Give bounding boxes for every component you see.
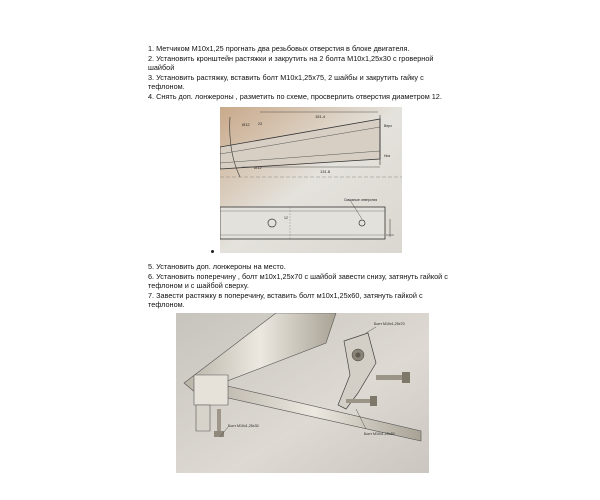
instruction-step-3: 3. Установить растяжку, вставить болт М10х1,25х75, 2 шайбы и закрутить гайку с тефлоном. bbox=[148, 72, 424, 92]
assembly-render bbox=[176, 313, 429, 473]
bullet-point bbox=[211, 250, 214, 253]
instructions-bottom bbox=[148, 262, 448, 310]
bolt-bottom-left-label: Болт М10х1,25х30 bbox=[228, 424, 259, 428]
label-top: Верх bbox=[384, 124, 392, 128]
dim-bottom-label: 131.8 bbox=[320, 169, 331, 174]
dim-left-label: Ø12 bbox=[242, 122, 250, 127]
assembly-render-photo bbox=[176, 313, 429, 473]
instruction-step-6: 6. Установить поперечину , болт м10х1,25х70 с шайбой завести снизу, затянуть гайкой с тефлоном и с шайбой сверху. bbox=[148, 271, 448, 291]
instruction-step-4: 4. Снять доп. лонжероны , разметить по схеме, просверлить отверстия диаметром 12. bbox=[148, 91, 442, 101]
bolt-top-label: Болт М10х1,25х70 bbox=[374, 322, 405, 326]
angle-label: 23 bbox=[258, 122, 262, 126]
dim-bottom-left-label: Ø12 bbox=[254, 165, 262, 170]
small-dim-label: 12 bbox=[284, 216, 288, 220]
instruction-step-5: 5. Установить доп. лонжероны на место. bbox=[148, 262, 286, 271]
label-bottom: Низ bbox=[384, 154, 391, 158]
instructions-top bbox=[148, 44, 448, 102]
instruction-step-1: 1. Метчиком М10х1,25 прогнать два резьбовых отверстия в блоке двигателя. bbox=[148, 44, 410, 53]
longeron-drawing bbox=[220, 107, 402, 253]
bolt-bottom-right-label: Болт М10х1,25х60 bbox=[364, 432, 395, 436]
instruction-step-2: 2. Установить кронштейн растяжки и закрутить на 2 болта М10х1,25х30 с гроверной шайбой bbox=[148, 53, 434, 73]
longeron-drawing-photo bbox=[220, 107, 402, 253]
hole-label: Сквозные отверстия bbox=[344, 198, 378, 202]
dim-top-label: 151.4 bbox=[315, 114, 326, 119]
instruction-step-7: 7. Завести растяжку в поперечину, вставить болт м10х1,25х60, затянуть гайкой с тефлоном. bbox=[148, 290, 423, 310]
